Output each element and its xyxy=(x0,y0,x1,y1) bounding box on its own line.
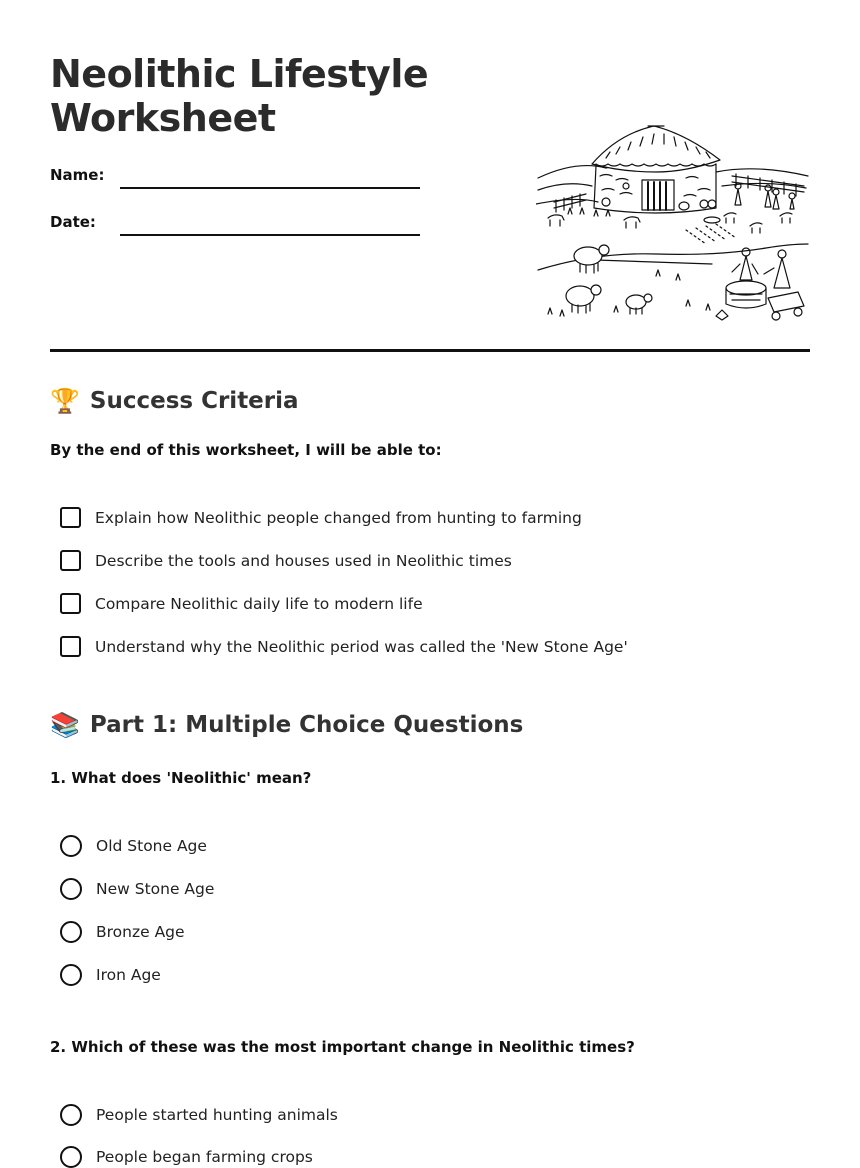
name-field[interactable] xyxy=(120,187,420,189)
criteria-item xyxy=(60,507,582,528)
radio-button[interactable] xyxy=(60,964,82,986)
criteria-checkbox[interactable] xyxy=(60,550,81,571)
worksheet-title: Neolithic Lifestyle Worksheet xyxy=(50,52,429,140)
answer-option[interactable] xyxy=(60,835,207,857)
criteria-checkbox[interactable] xyxy=(60,593,81,614)
radio-button[interactable] xyxy=(60,921,82,943)
option-label: New Stone Age xyxy=(96,880,215,898)
date-label: Date: xyxy=(50,213,96,231)
criteria-item xyxy=(60,550,512,571)
question-2: 2. Which of these was the most important change in Neolithic times? xyxy=(50,1038,635,1056)
option-label: People started hunting animals xyxy=(96,1106,338,1124)
radio-button[interactable] xyxy=(60,1146,82,1168)
date-field[interactable] xyxy=(120,234,420,236)
answer-option[interactable] xyxy=(60,921,185,943)
question-1: 1. What does 'Neolithic' mean? xyxy=(50,769,312,787)
option-label: Bronze Age xyxy=(96,923,185,941)
answer-option[interactable] xyxy=(60,1104,338,1126)
success-criteria-title: Success Criteria xyxy=(89,388,299,414)
part1-title: Part 1: Multiple Choice Questions xyxy=(89,712,524,738)
books-icon: 📚 xyxy=(50,711,80,739)
name-label: Name: xyxy=(50,166,105,184)
criteria-text: Explain how Neolithic people changed from hunting to farming xyxy=(95,508,582,527)
success-criteria-intro: By the end of this worksheet, I will be able to: xyxy=(50,441,442,459)
option-label: Iron Age xyxy=(96,966,161,984)
option-label: People began farming crops xyxy=(96,1148,313,1166)
criteria-item xyxy=(60,636,628,657)
answer-option[interactable] xyxy=(60,878,214,900)
criteria-checkbox[interactable] xyxy=(60,507,81,528)
trophy-icon: 🏆 xyxy=(50,387,80,415)
radio-button[interactable] xyxy=(60,835,82,857)
radio-button[interactable] xyxy=(60,1104,82,1126)
criteria-item xyxy=(60,593,423,614)
answer-option[interactable] xyxy=(60,1146,313,1168)
neolithic-village-illustration xyxy=(536,120,810,324)
answer-option[interactable] xyxy=(60,964,161,986)
criteria-text: Describe the tools and houses used in Neolithic times xyxy=(95,551,512,570)
option-label: Old Stone Age xyxy=(96,837,207,855)
part1-heading xyxy=(50,712,523,738)
criteria-checkbox[interactable] xyxy=(60,636,81,657)
header-divider xyxy=(50,349,810,352)
criteria-text: Understand why the Neolithic period was called the 'New Stone Age' xyxy=(95,637,628,656)
success-criteria-heading xyxy=(50,388,299,414)
radio-button[interactable] xyxy=(60,878,82,900)
criteria-text: Compare Neolithic daily life to modern life xyxy=(95,594,423,613)
